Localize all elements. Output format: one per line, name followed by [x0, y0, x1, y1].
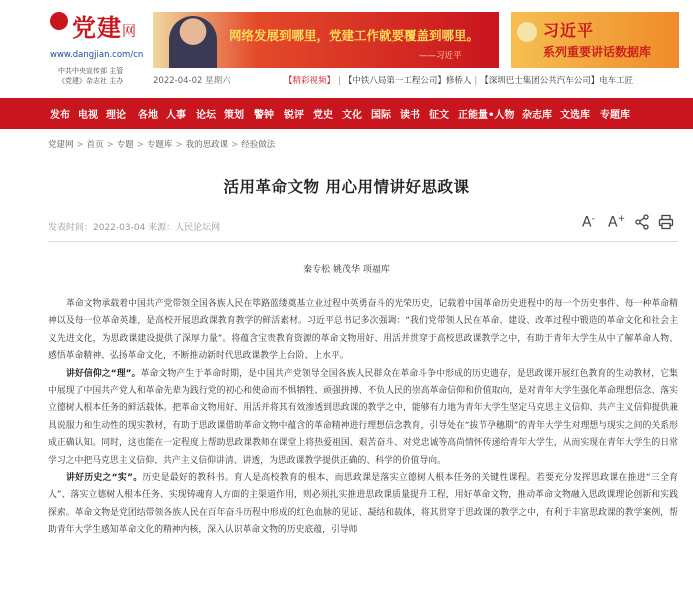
paragraph: 讲好历史之“实”。历史是最好的教科书。育人是高校教育的根本，而思政课是落实立德树人根本任务的关键性课程。若要充分发挥思政课在推进“三全育人”、落实立德树人根本任务、实现铸魂育人方面的主渠道作用，则必须扎实推进思政课质量提升工程，用好革命文物，推动革命文物融入思政课理论创新和实践探索。革命文物是党团结带领各族人民在百年奋斗历程中形成的红色血脉的见证、凝结和载体，将其贯穿于思政课的教学之中，有利于丰富思政课的教学案例，帮助青年大学生感知革命文化的精神内核，深入认识革命文物的历史底蕴，引导师	[48, 473, 679, 536]
nav-item[interactable]: 国际	[371, 110, 391, 121]
ticker-item[interactable]: 【中铁八局第一工程公司】修桥人	[343, 76, 472, 86]
nav-item[interactable]: 文化	[342, 110, 362, 121]
nav-item[interactable]: 杂志库	[522, 110, 552, 121]
logo-subtitle: 中共中央宣传部 主管 《党建》杂志社 主办	[58, 67, 124, 85]
font-decrease-button[interactable]: A-	[582, 214, 595, 231]
article-authors: 秦专松 姚茂华 项福库	[303, 265, 390, 275]
nav-item[interactable]: 读书	[400, 110, 420, 121]
banner2-title: 习近平	[543, 21, 595, 40]
breadcrumb: 党建网 > 首页 > 专题 > 专题库 > 我的思政课 > 经验做法	[48, 140, 276, 150]
logo-url: www.dangjian.com/cn	[50, 50, 144, 60]
ticker-item[interactable]: 【精彩视频】	[284, 76, 336, 86]
font-increase-button[interactable]: A+	[608, 214, 626, 231]
nav-item[interactable]: 警钟	[254, 110, 274, 121]
nav-item[interactable]: 征文	[429, 110, 449, 121]
speech-database-banner[interactable]	[511, 12, 679, 68]
breadcrumb-link[interactable]: 专题库	[146, 140, 173, 150]
share-icon[interactable]	[634, 214, 650, 234]
nav-item[interactable]: 各地	[138, 110, 158, 121]
article-body	[48, 296, 678, 540]
paragraph-lead: 讲好信仰之“理”。	[66, 368, 141, 379]
divider	[48, 241, 678, 242]
nav-item[interactable]: 论坛	[196, 110, 216, 121]
article-meta: 发表时间：2022-03-04 来源：人民论坛网	[48, 223, 221, 233]
party-emblem-icon	[50, 12, 68, 30]
article-title: 活用革命文物 用心用情讲好思政课	[223, 178, 470, 196]
nav-item[interactable]: 正能量•人物	[458, 110, 515, 121]
nav-item[interactable]: 发布	[50, 110, 70, 121]
print-icon[interactable]	[658, 214, 674, 234]
nav-item[interactable]: 文选库	[560, 110, 590, 121]
breadcrumb-link[interactable]: 我的思政课	[185, 140, 229, 150]
nav-item[interactable]: 党史	[313, 110, 333, 121]
nav-item[interactable]: 电视	[78, 110, 98, 121]
banner-signature: ——习近平	[419, 51, 462, 61]
portrait-image	[169, 16, 217, 68]
site-logo[interactable]	[50, 10, 142, 62]
current-date: 2022-04-02 星期六	[153, 76, 231, 86]
site-header	[0, 0, 693, 98]
nav-item[interactable]: 策划	[224, 110, 244, 121]
main-nav	[0, 98, 693, 129]
paragraph: 讲好信仰之“理”。革命文物产生于革命时期，是中国共产党领导全国各族人民群众在革命斗争中形成的历史遗存，是思政课开展红色教育的生动教材，它集中展现了中国共产党人和革命先辈为践行党的初心和使命而不惧牺牲、顽强拼搏、不负人民的崇高革命信仰和价值取向，是对青年大学生强化革命理想信念、落实立德树人根本任务的鲜活载体。把革命文物用好、用活并将其有效渗透到思政课的教学之中，能够有力地为青年大学生坚定马克思主义信仰、共产主义信仰提供兼具说服力和生动性的现实教材，有助于思政课借助革命文物中蕴含的革命精神进行理想信念教育，引导处在“拔节孕穗期”的青年大学生对理想与现实之间的关系形成正确认知。同时，这也能在一定程度上帮助思政课教师在课堂上将热爱祖国、艰苦奋斗、对党忠诚等高尚情怀传递给青年大学生，从而实现在青年大学生的日常学习之中把马克思主义信仰、共产主义信仰讲清、讲透，为思政课教学提供正确的、科学的价值导向。	[48, 368, 679, 466]
emblem-icon	[517, 22, 537, 42]
nav-item[interactable]: 人事	[166, 110, 186, 121]
nav-item[interactable]: 理论	[106, 110, 126, 121]
nav-item[interactable]: 专题库	[600, 110, 630, 121]
breadcrumb-link[interactable]: 党建网	[48, 140, 74, 150]
breadcrumb-link[interactable]: 经验做法	[241, 140, 276, 150]
slogan-banner[interactable]	[153, 12, 499, 68]
breadcrumb-link[interactable]: 首页	[86, 140, 104, 150]
paragraph: 革命文物承载着中国共产党带领全国各族人民在筚路蓝缕奠基立业过程中英勇奋斗的光荣历史，记载着中国革命历史进程中的每一个历史事件、每一种革命精神以及每一位革命英雄，是高校开展思政课教育教学的鲜活素材。习近平总书记多次强调：“我们党带领人民在革命、建设、改革过程中锻造的革命文化和社会主义先进文化，为思政课建设提供了深厚力量”。将蕴含宝贵教育资源的革命文物用好、用活并贯穿于高校思政课教学之中，有助于青年大学生从中了解革命人物、感悟革命精神、弘扬革命文化，不断推动新时代思政课教学上台阶、上水平。	[48, 299, 678, 362]
ticker-item[interactable]: 【深圳巴士集团公共汽车公司】电车工匠	[480, 76, 634, 86]
banner-slogan: 网络发展到哪里，党建工作就要覆盖到哪里。	[229, 28, 480, 43]
paragraph-lead: 讲好历史之“实”。	[66, 473, 143, 484]
nav-item[interactable]: 锐评	[284, 110, 304, 121]
news-ticker: 【精彩视频】 | 【中铁八局第一工程公司】修桥人 | 【深圳巴士集团公共汽车公司】电车工匠	[284, 76, 634, 86]
breadcrumb-link[interactable]: 专题	[116, 140, 134, 150]
article-tools	[582, 214, 682, 236]
banner2-subtitle: 系列重要讲话数据库	[543, 45, 652, 59]
logo-text: 党建网	[72, 13, 137, 42]
